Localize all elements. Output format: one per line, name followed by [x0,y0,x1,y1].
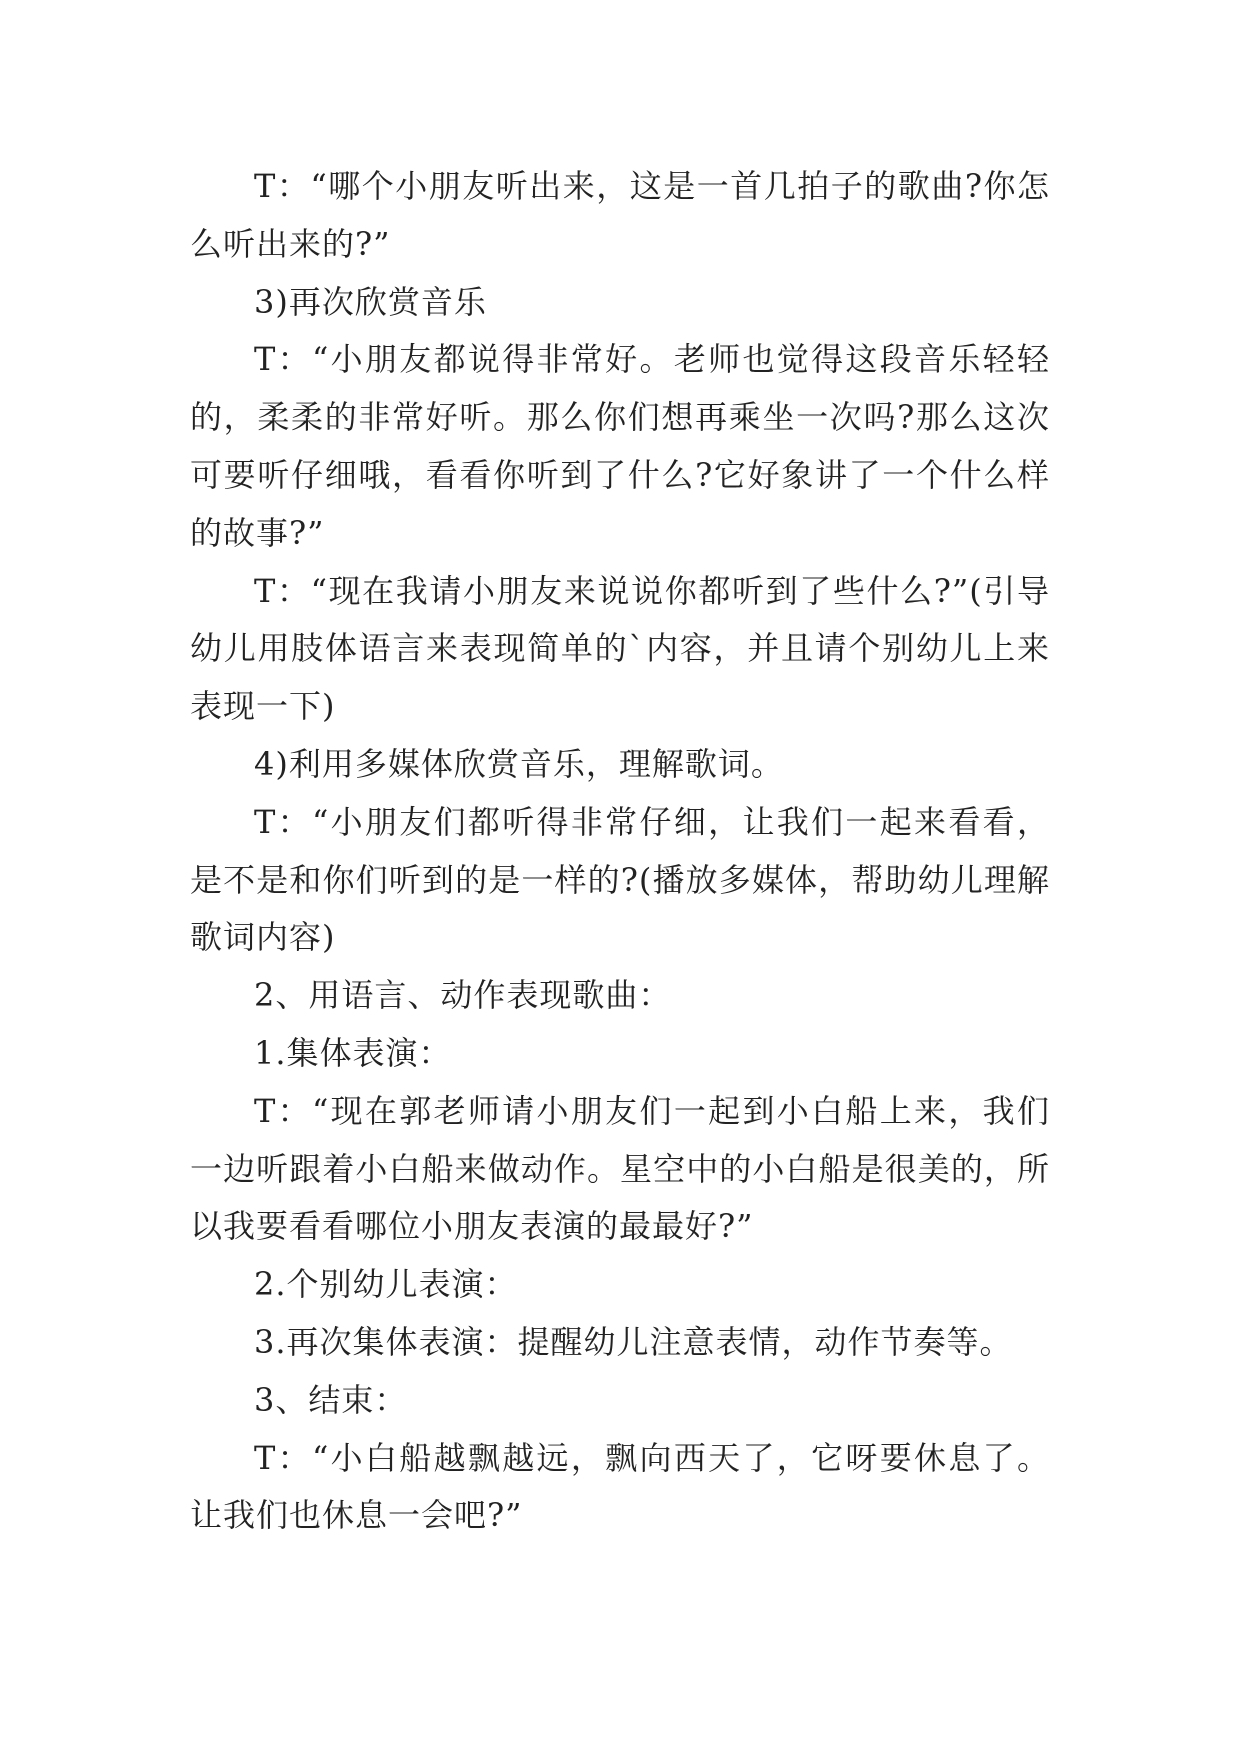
document-body [190,158,1050,1545]
paragraph-question-beat: T：“哪个小朋友听出来，这是一首几拍子的歌曲?你怎么听出来的?” [190,167,1050,263]
paragraph-tell-what-heard: T：“现在我请小朋友来说说你都听到了些什么?”(引导幼儿用肢体语言来表现简单的`内容，并且请个别幼儿上来表现一下) [190,571,1050,726]
paragraph-multimedia: T：“小朋友们都听得非常仔细，让我们一起来看看，是不是和你们听到的是一样的?(播放多媒体，帮助幼儿理解歌词内容) [190,802,1050,957]
paragraph-step-4: 4)利用多媒体欣赏音乐，理解歌词。 [254,744,784,783]
paragraph-section-2: 2、用语言、动作表现歌曲： [254,976,672,1015]
paragraph-step-3: 3)再次欣赏音乐 [254,282,487,321]
paragraph-individual-performance: 2.个别幼儿表演： [254,1265,518,1304]
paragraph-group-performance: 1.集体表演： [254,1033,452,1072]
paragraph-section-3: 3、结束： [254,1380,408,1419]
paragraph-boat-performance: T：“现在郭老师请小朋友们一起到小白船上来，我们一边听跟着小白船来做动作。星空中的小白船是很美的，所以我要看看哪位小朋友表演的最最好?” [190,1091,1050,1246]
paragraph-ending: T：“小白船越飘越远，飘向西天了，它呀要休息了。让我们也休息一会吧?” [190,1438,1050,1535]
paragraph-group-again: 3.再次集体表演：提醒幼儿注意表情，动作节奏等。 [254,1322,1013,1361]
paragraph-listen-again: T：“小朋友都说得非常好。老师也觉得这段音乐轻轻的，柔柔的非常好听。那么你们想再乘坐一次吗?那么这次可要听仔细哦，看看你听到了什么?它好象讲了一个什么样的故事?” [190,340,1050,552]
